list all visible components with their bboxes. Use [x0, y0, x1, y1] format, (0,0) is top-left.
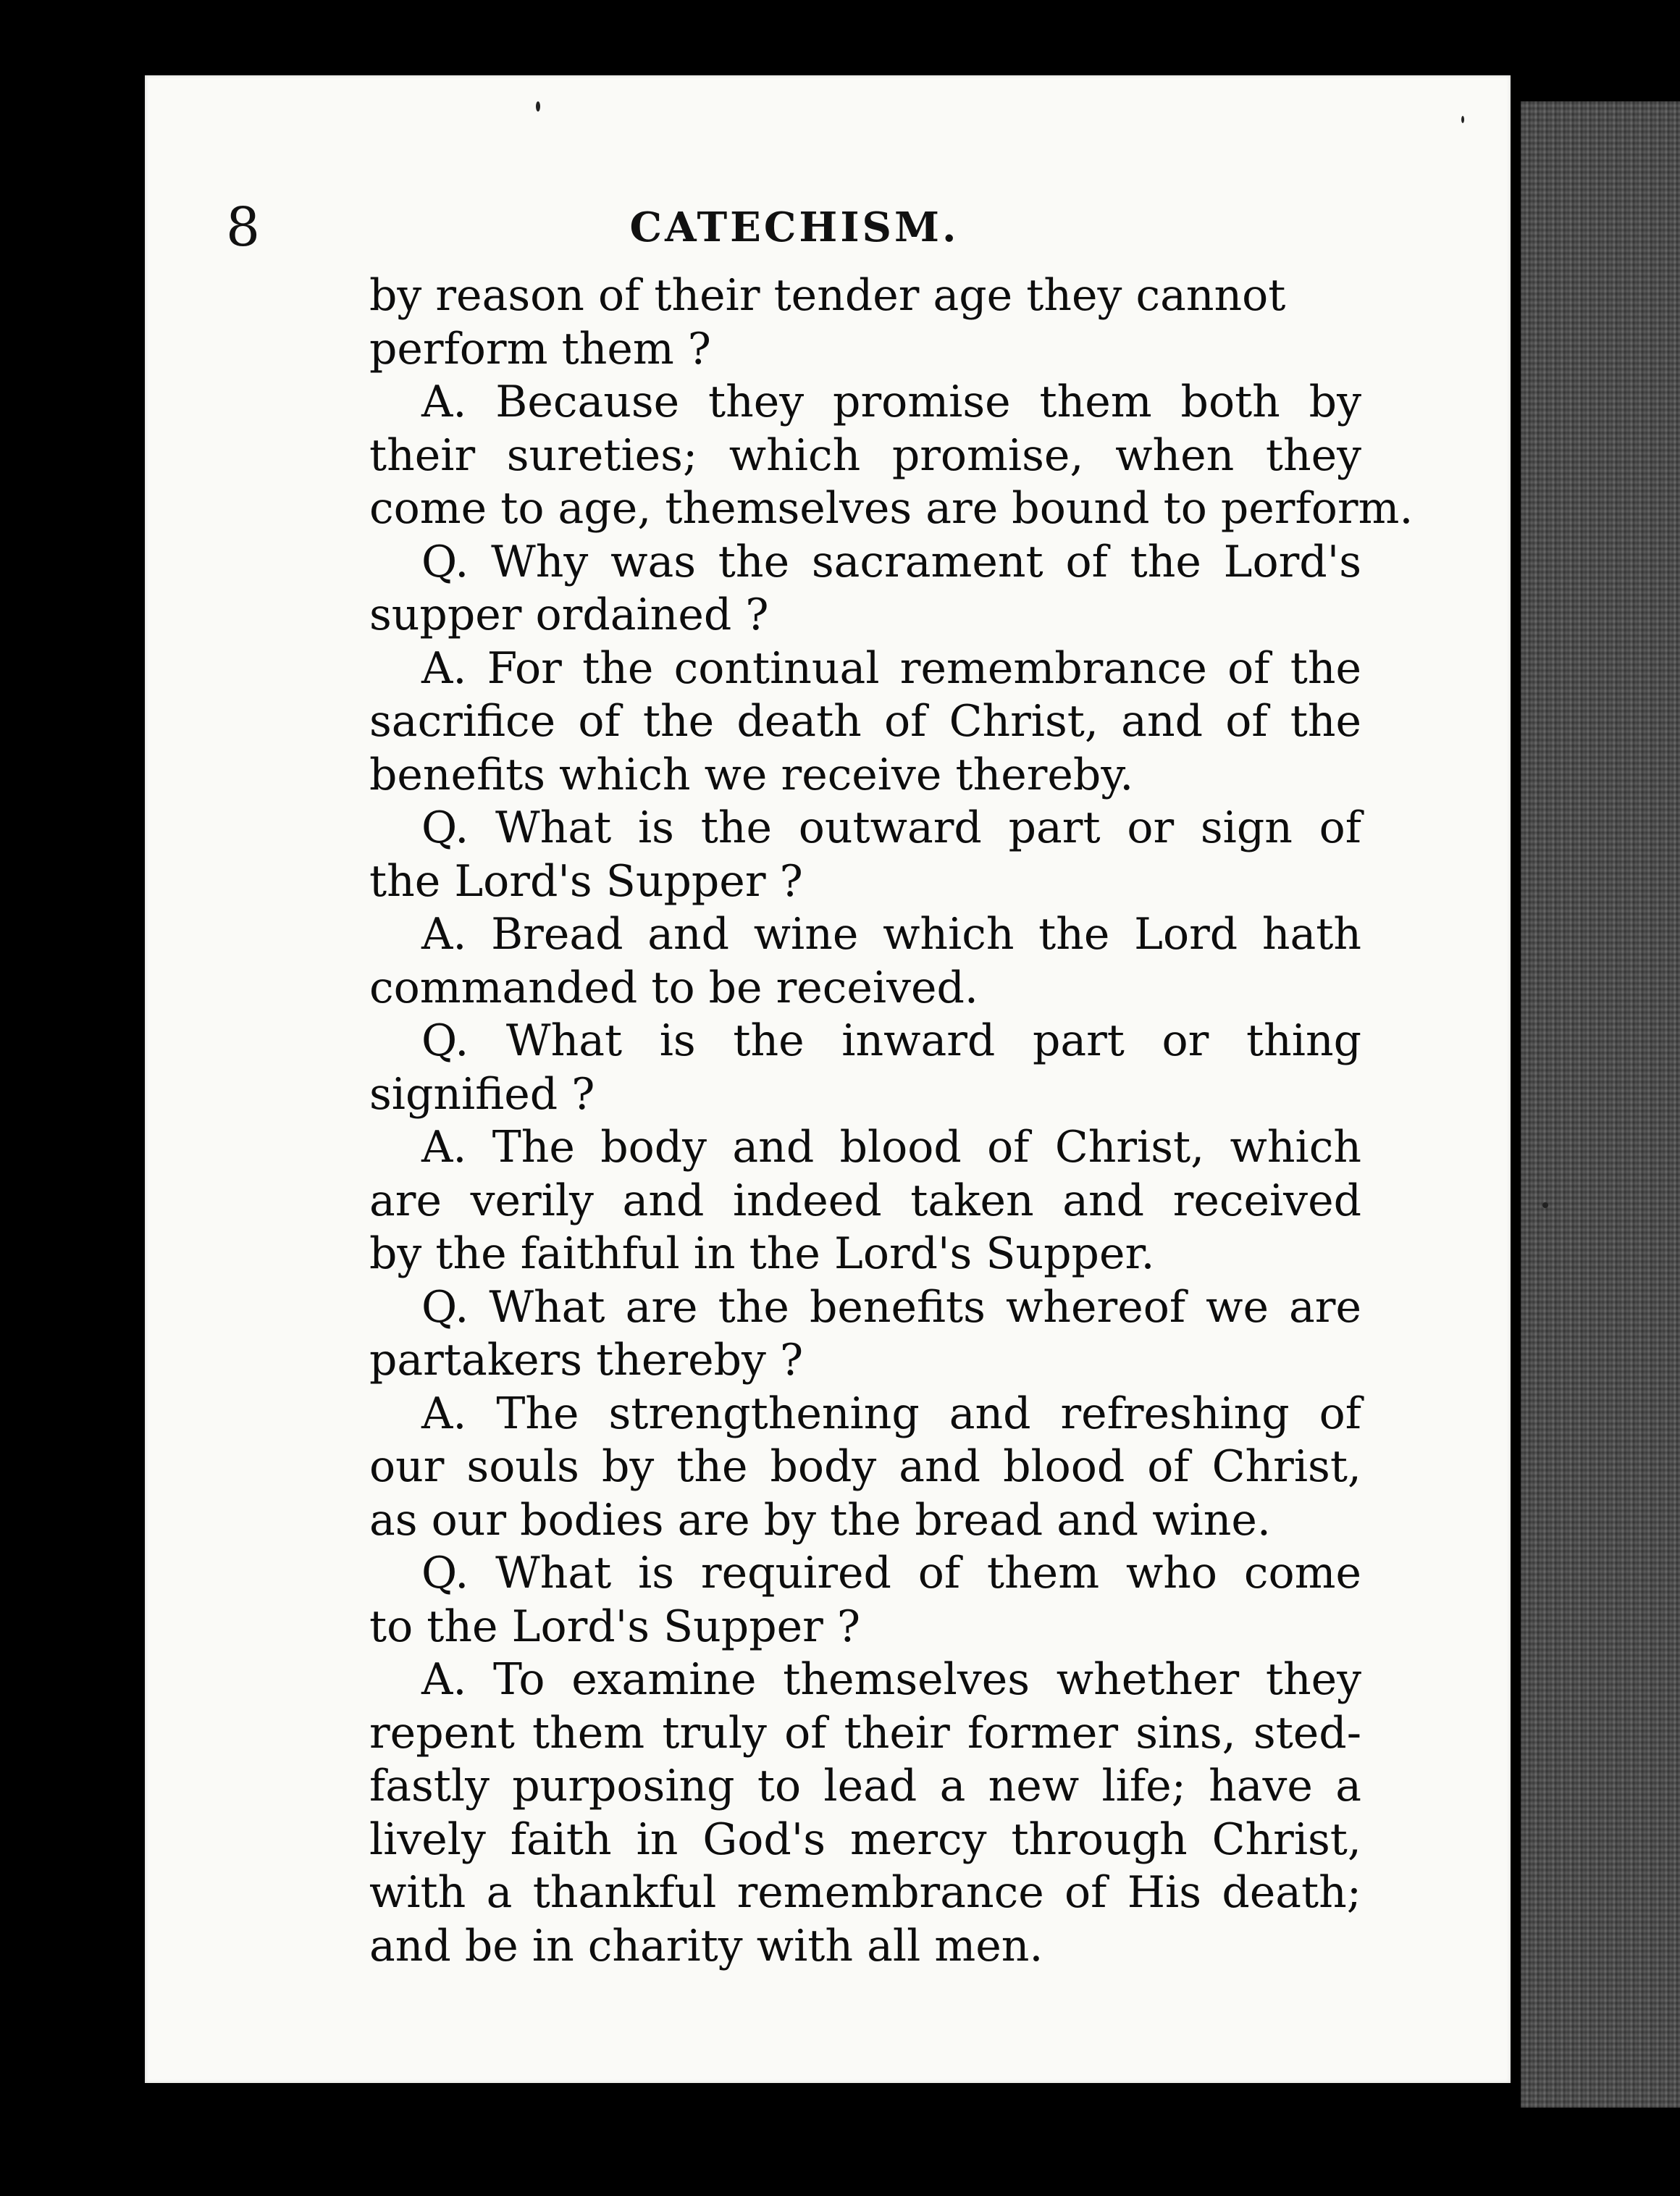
scan-speck — [1461, 116, 1464, 123]
facing-page-edge — [1521, 101, 1680, 2108]
answer-line: A. The body and blood of Christ, which — [421, 1122, 1361, 1173]
text-line: come to age, themselves are bound to perform. — [369, 483, 1414, 534]
text-line: and be in charity with all men. — [369, 1920, 1043, 1971]
answer-line: A. Bread and wine which the Lord hath — [421, 909, 1361, 960]
scan-speck — [1542, 1202, 1548, 1208]
text-line: as our bodies are by the bread and wine. — [369, 1494, 1271, 1546]
text-line: perform them ? — [369, 323, 711, 374]
question-line: Q. What is the inward part or thing — [421, 1015, 1361, 1066]
answer-line: A. Because they promise them both by — [421, 377, 1361, 427]
text-line: are verily and indeed taken and received — [369, 1175, 1361, 1226]
running-title: CATECHISM. — [629, 204, 959, 251]
text-line: partakers thereby ? — [369, 1335, 804, 1386]
text-line: our souls by the body and blood of Christ, — [369, 1441, 1361, 1492]
text-line: the Lord's Supper ? — [369, 855, 803, 907]
question-line: Q. What is the outward part or sign of — [421, 802, 1361, 853]
text-line: by the faithful in the Lord's Supper. — [369, 1228, 1155, 1279]
text-line: signified ? — [369, 1068, 595, 1120]
text-line: by reason of their tender age they cannot — [369, 270, 1286, 321]
text-line: to the Lord's Supper ? — [369, 1601, 861, 1652]
text-line: supper ordained ? — [369, 590, 769, 640]
running-head — [226, 191, 1363, 264]
text-line: commanded to be received. — [369, 962, 978, 1013]
text-line: fastly purposing to lead a new life; have a — [369, 1761, 1361, 1811]
text-line: lively faith in God's mercy through Christ, — [369, 1814, 1361, 1865]
text-line: their sureties; which promise, when they — [369, 429, 1361, 481]
text-line: sacrifice of the death of Christ, and of the — [369, 696, 1361, 747]
answer-line: A. To examine themselves whether they — [421, 1654, 1361, 1705]
text-line: with a thankful remembrance of His death; — [369, 1867, 1361, 1918]
scan-speck — [536, 101, 540, 112]
answer-line: A. For the continual remembrance of the — [421, 642, 1361, 694]
catechism-text — [369, 269, 1414, 1973]
page-number: 8 — [226, 196, 261, 259]
text-line: benefits which we receive thereby. — [369, 749, 1134, 800]
answer-line: A. The strengthening and refreshing of — [421, 1388, 1361, 1439]
question-line: Q. What is required of them who come — [421, 1548, 1361, 1598]
question-line: Q. What are the benefits whereof we are — [421, 1281, 1361, 1333]
text-line: repent them truly of their former sins, sted- — [369, 1707, 1361, 1759]
question-line: Q. Why was the sacrament of the Lord's — [421, 536, 1361, 587]
